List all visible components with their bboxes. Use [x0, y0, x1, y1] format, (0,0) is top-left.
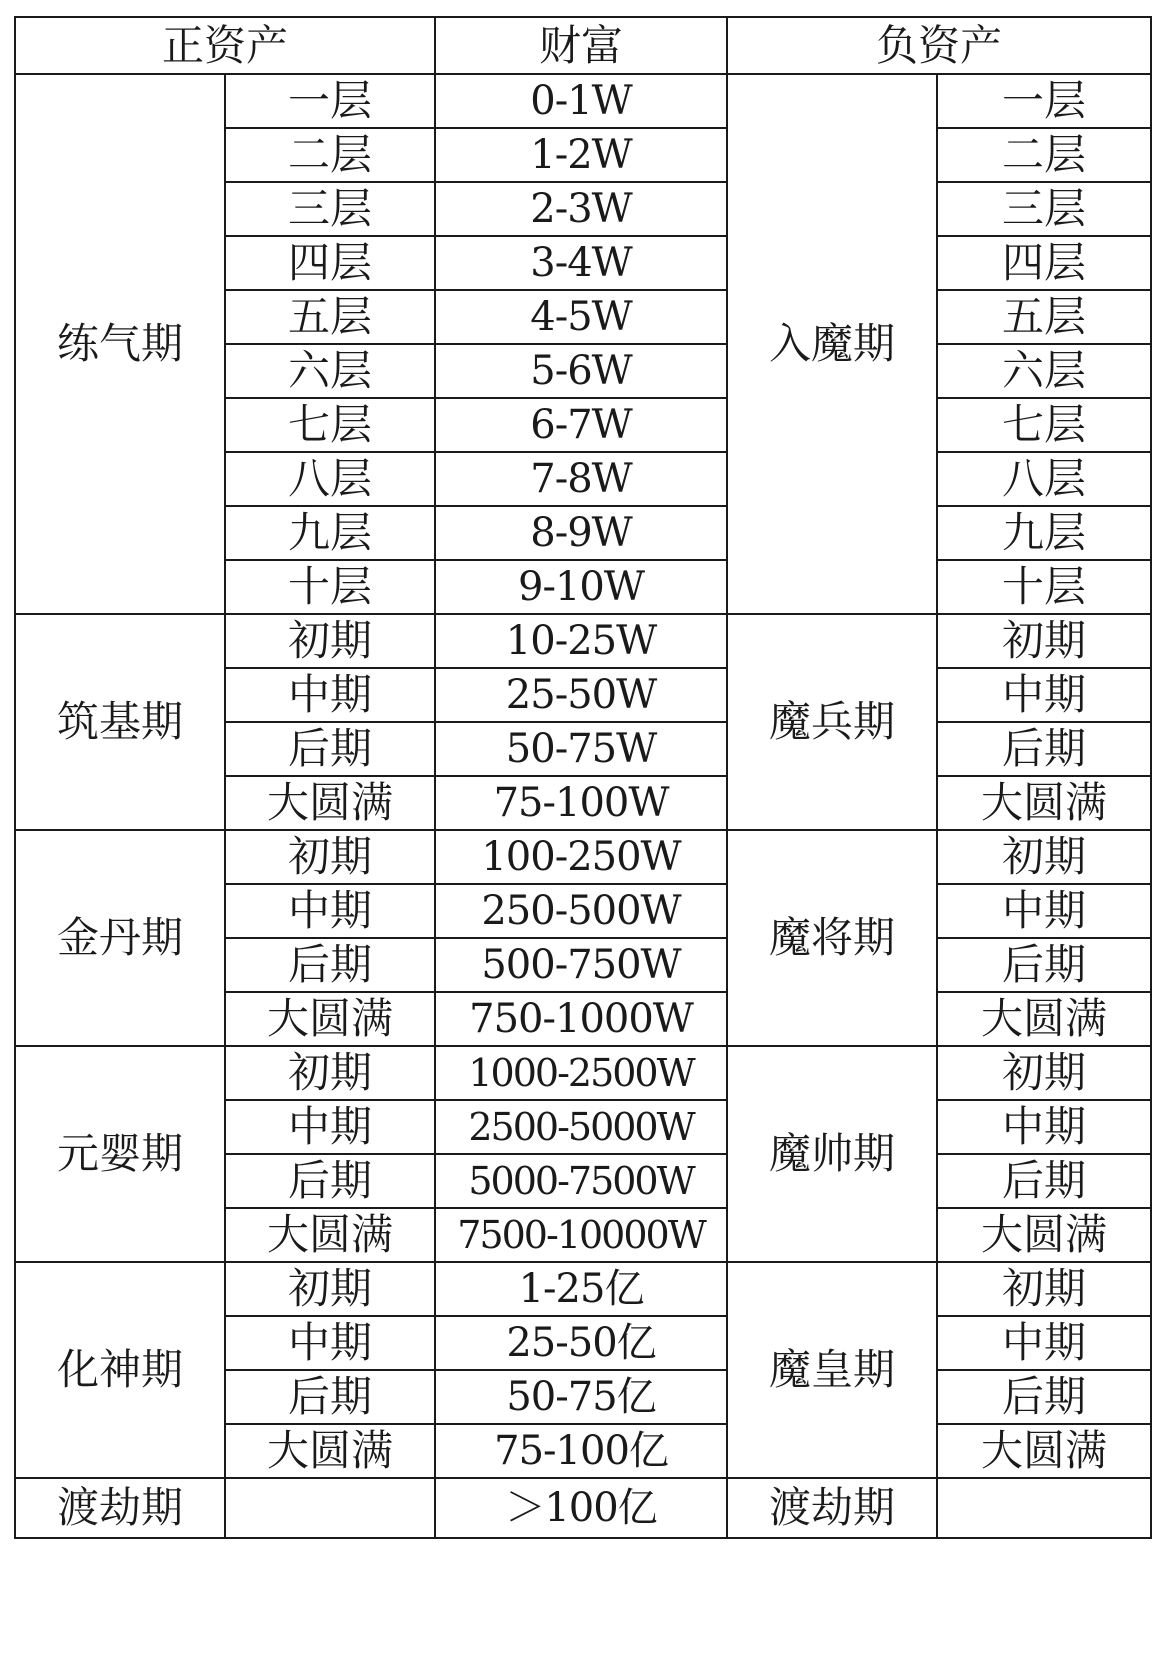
positive-level-cell: 后期 — [225, 1370, 435, 1424]
positive-level-cell: 初期 — [225, 614, 435, 668]
table-row — [15, 74, 1151, 128]
wealth-range-cell: 10-25W — [435, 614, 727, 668]
positive-level-cell: 三层 — [225, 182, 435, 236]
wealth-range-cell: 2-3W — [435, 182, 727, 236]
negative-level-cell: 初期 — [937, 830, 1151, 884]
positive-level-cell: 后期 — [225, 938, 435, 992]
wealth-range-cell: 75-100W — [435, 776, 727, 830]
header-negative-assets: 负资产 — [727, 17, 1151, 74]
negative-level-cell: 初期 — [937, 1046, 1151, 1100]
positive-stage-cell: 金丹期 — [15, 830, 225, 1046]
negative-stage-cell: 魔兵期 — [727, 614, 937, 830]
negative-level-cell: 中期 — [937, 884, 1151, 938]
wealth-range-cell: 250-500W — [435, 884, 727, 938]
negative-stage-cell: 魔皇期 — [727, 1262, 937, 1478]
wealth-range-cell: 1-25亿 — [435, 1262, 727, 1316]
positive-level-cell: 一层 — [225, 74, 435, 128]
header-wealth: 财富 — [435, 17, 727, 74]
negative-level-cell: 七层 — [937, 398, 1151, 452]
table-row — [15, 1046, 1151, 1100]
positive-level-cell: 后期 — [225, 1154, 435, 1208]
positive-stage-cell: 渡劫期 — [15, 1478, 225, 1538]
wealth-range-cell: 7-8W — [435, 452, 727, 506]
negative-level-cell: 一层 — [937, 74, 1151, 128]
wealth-range-cell: 5-6W — [435, 344, 727, 398]
negative-stage-cell: 渡劫期 — [727, 1478, 937, 1538]
positive-level-cell: 后期 — [225, 722, 435, 776]
negative-level-cell: 二层 — [937, 128, 1151, 182]
wealth-range-cell: 50-75W — [435, 722, 727, 776]
negative-level-cell: 八层 — [937, 452, 1151, 506]
wealth-range-cell: 50-75亿 — [435, 1370, 727, 1424]
negative-level-cell: 中期 — [937, 1316, 1151, 1370]
negative-level-cell — [937, 1478, 1151, 1538]
wealth-range-cell: ＞100亿 — [435, 1478, 727, 1538]
negative-stage-cell: 魔帅期 — [727, 1046, 937, 1262]
wealth-range-cell: 7500-10000W — [435, 1208, 727, 1262]
positive-stage-cell: 化神期 — [15, 1262, 225, 1478]
negative-level-cell: 大圆满 — [937, 992, 1151, 1046]
positive-stage-cell: 元婴期 — [15, 1046, 225, 1262]
header-row — [15, 17, 1151, 74]
positive-level-cell: 大圆满 — [225, 776, 435, 830]
positive-level-cell: 大圆满 — [225, 1424, 435, 1478]
wealth-range-cell: 6-7W — [435, 398, 727, 452]
negative-level-cell: 初期 — [937, 1262, 1151, 1316]
wealth-tier-table — [14, 16, 1152, 1539]
positive-level-cell: 初期 — [225, 830, 435, 884]
table-row — [15, 1262, 1151, 1316]
negative-level-cell: 四层 — [937, 236, 1151, 290]
negative-level-cell: 三层 — [937, 182, 1151, 236]
positive-level-cell: 四层 — [225, 236, 435, 290]
table-row-final — [15, 1478, 1151, 1538]
negative-level-cell: 六层 — [937, 344, 1151, 398]
positive-level-cell: 六层 — [225, 344, 435, 398]
negative-level-cell: 初期 — [937, 614, 1151, 668]
positive-level-cell: 八层 — [225, 452, 435, 506]
negative-level-cell: 五层 — [937, 290, 1151, 344]
positive-level-cell: 初期 — [225, 1046, 435, 1100]
wealth-range-cell: 2500-5000W — [435, 1100, 727, 1154]
table-body — [15, 17, 1151, 1538]
negative-stage-cell: 魔将期 — [727, 830, 937, 1046]
positive-level-cell: 七层 — [225, 398, 435, 452]
negative-level-cell: 中期 — [937, 1100, 1151, 1154]
negative-level-cell: 九层 — [937, 506, 1151, 560]
negative-level-cell: 后期 — [937, 938, 1151, 992]
positive-level-cell: 大圆满 — [225, 992, 435, 1046]
wealth-range-cell: 75-100亿 — [435, 1424, 727, 1478]
wealth-range-cell: 0-1W — [435, 74, 727, 128]
negative-level-cell: 十层 — [937, 560, 1151, 614]
wealth-range-cell: 1-2W — [435, 128, 727, 182]
wealth-range-cell: 8-9W — [435, 506, 727, 560]
negative-level-cell: 大圆满 — [937, 1208, 1151, 1262]
negative-stage-cell: 入魔期 — [727, 74, 937, 614]
wealth-range-cell: 4-5W — [435, 290, 727, 344]
positive-level-cell: 初期 — [225, 1262, 435, 1316]
positive-level-cell: 五层 — [225, 290, 435, 344]
negative-level-cell: 后期 — [937, 1370, 1151, 1424]
wealth-range-cell: 100-250W — [435, 830, 727, 884]
negative-level-cell: 后期 — [937, 722, 1151, 776]
positive-level-cell — [225, 1478, 435, 1538]
table-row — [15, 830, 1151, 884]
positive-level-cell: 十层 — [225, 560, 435, 614]
wealth-range-cell: 9-10W — [435, 560, 727, 614]
positive-level-cell: 大圆满 — [225, 1208, 435, 1262]
negative-level-cell: 中期 — [937, 668, 1151, 722]
wealth-range-cell: 1000-2500W — [435, 1046, 727, 1100]
wealth-range-cell: 25-50W — [435, 668, 727, 722]
positive-level-cell: 九层 — [225, 506, 435, 560]
table-row — [15, 614, 1151, 668]
positive-level-cell: 中期 — [225, 1100, 435, 1154]
positive-stage-cell: 筑基期 — [15, 614, 225, 830]
wealth-range-cell: 5000-7500W — [435, 1154, 727, 1208]
negative-level-cell: 大圆满 — [937, 1424, 1151, 1478]
positive-level-cell: 中期 — [225, 884, 435, 938]
positive-stage-cell: 练气期 — [15, 74, 225, 614]
positive-level-cell: 中期 — [225, 668, 435, 722]
negative-level-cell: 大圆满 — [937, 776, 1151, 830]
wealth-range-cell: 750-1000W — [435, 992, 727, 1046]
negative-level-cell: 后期 — [937, 1154, 1151, 1208]
positive-level-cell: 二层 — [225, 128, 435, 182]
wealth-range-cell: 3-4W — [435, 236, 727, 290]
wealth-range-cell: 25-50亿 — [435, 1316, 727, 1370]
wealth-range-cell: 500-750W — [435, 938, 727, 992]
header-positive-assets: 正资产 — [15, 17, 435, 74]
positive-level-cell: 中期 — [225, 1316, 435, 1370]
